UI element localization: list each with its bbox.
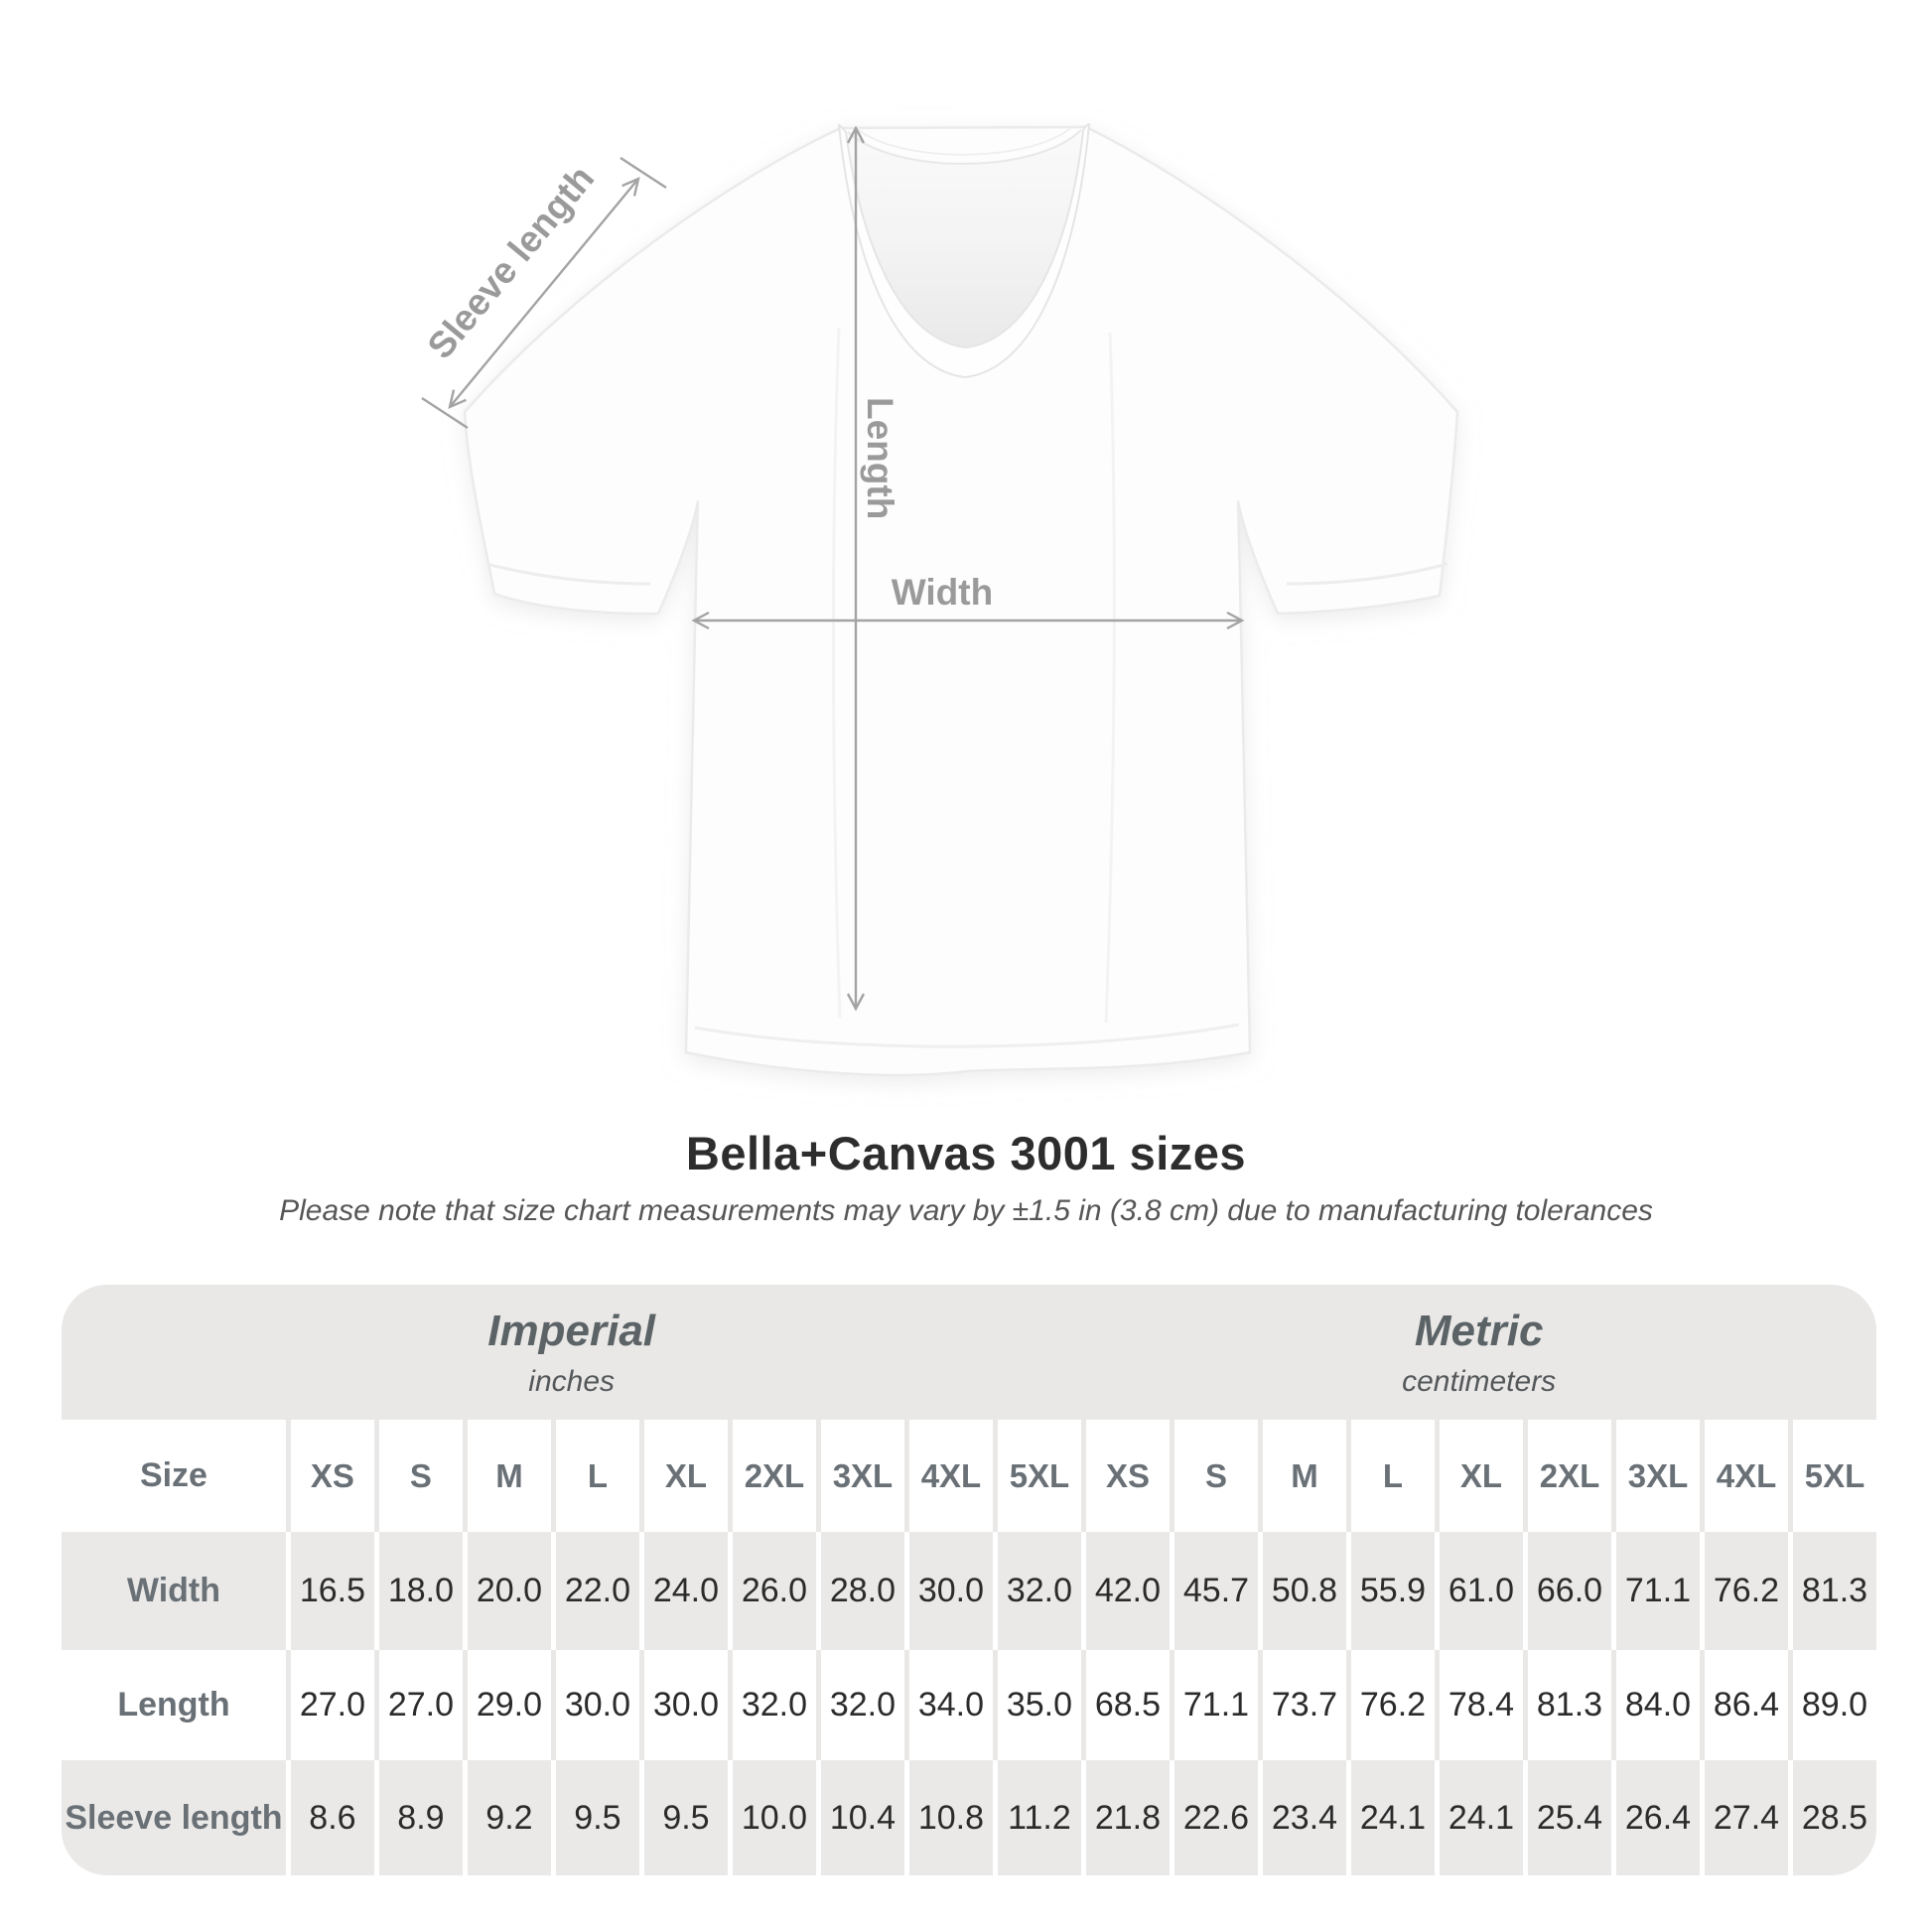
size-header-cell: L — [551, 1420, 639, 1532]
size-header-cell: 4XL — [1700, 1420, 1788, 1532]
size-header-cell: XL — [639, 1420, 728, 1532]
metric-group-header — [1081, 1285, 1876, 1420]
value-cell: 27.0 — [286, 1650, 374, 1760]
value-cell: 8.6 — [286, 1760, 374, 1875]
imperial-group-name: Imperial — [487, 1306, 656, 1355]
table-row-width — [62, 1532, 1876, 1650]
value-cell: 84.0 — [1611, 1650, 1700, 1760]
value-cell: 29.0 — [463, 1650, 551, 1760]
value-cell: 89.0 — [1788, 1650, 1876, 1760]
imperial-group-unit: inches — [528, 1364, 616, 1398]
value-cell: 11.2 — [993, 1760, 1081, 1875]
width-label: Width — [891, 572, 994, 613]
value-cell: 21.8 — [1081, 1760, 1170, 1875]
size-header-cell: 4XL — [904, 1420, 993, 1532]
size-header-cell: XS — [286, 1420, 374, 1532]
value-cell: 20.0 — [463, 1532, 551, 1650]
value-cell: 55.9 — [1346, 1532, 1435, 1650]
value-cell: 10.0 — [728, 1760, 816, 1875]
size-header-cell: M — [463, 1420, 551, 1532]
size-column-header: Size — [139, 1456, 207, 1494]
value-cell: 10.4 — [816, 1760, 904, 1875]
size-table — [62, 1285, 1876, 1875]
table-row-sleeve-length — [62, 1760, 1876, 1875]
value-cell: 23.4 — [1258, 1760, 1346, 1875]
value-cell: 30.0 — [639, 1650, 728, 1760]
length-label: Length — [860, 397, 900, 520]
value-cell: 28.5 — [1788, 1760, 1876, 1875]
value-cell: 71.1 — [1170, 1650, 1258, 1760]
value-cell: 30.0 — [904, 1532, 993, 1650]
value-cell: 32.0 — [728, 1650, 816, 1760]
value-cell: 61.0 — [1435, 1532, 1523, 1650]
size-header-cell: M — [1258, 1420, 1346, 1532]
value-cell: 16.5 — [286, 1532, 374, 1650]
size-header-cell: 5XL — [993, 1420, 1081, 1532]
value-cell: 24.0 — [639, 1532, 728, 1650]
size-header-cell: XS — [1081, 1420, 1170, 1532]
value-cell: 27.0 — [374, 1650, 463, 1760]
value-cell: 34.0 — [904, 1650, 993, 1760]
value-cell: 81.3 — [1523, 1650, 1611, 1760]
row-label: Width — [126, 1572, 221, 1609]
table-row-length — [62, 1650, 1876, 1760]
size-header-cell: 2XL — [728, 1420, 816, 1532]
value-cell: 25.4 — [1523, 1760, 1611, 1875]
value-cell: 26.4 — [1611, 1760, 1700, 1875]
value-cell: 86.4 — [1700, 1650, 1788, 1760]
value-cell: 22.6 — [1170, 1760, 1258, 1875]
size-header-cell: L — [1346, 1420, 1435, 1532]
size-header-cell: XL — [1435, 1420, 1523, 1532]
value-cell: 68.5 — [1081, 1650, 1170, 1760]
size-header-cell: 5XL — [1788, 1420, 1876, 1532]
value-cell: 42.0 — [1081, 1532, 1170, 1650]
value-cell: 66.0 — [1523, 1532, 1611, 1650]
value-cell: 28.0 — [816, 1532, 904, 1650]
size-header-cell: 2XL — [1523, 1420, 1611, 1532]
value-cell: 81.3 — [1788, 1532, 1876, 1650]
value-cell: 18.0 — [374, 1532, 463, 1650]
imperial-group-header — [62, 1285, 1081, 1420]
size-header-cell: 3XL — [1611, 1420, 1700, 1532]
row-label: Sleeve length — [65, 1798, 283, 1837]
value-cell: 30.0 — [551, 1650, 639, 1760]
value-cell: 22.0 — [551, 1532, 639, 1650]
chart-title: Bella+Canvas 3001 sizes — [685, 1127, 1247, 1179]
value-cell: 78.4 — [1435, 1650, 1523, 1760]
row-label: Length — [117, 1686, 230, 1724]
value-cell: 32.0 — [993, 1532, 1081, 1650]
value-cell: 9.5 — [551, 1760, 639, 1875]
size-header-cell: S — [1170, 1420, 1258, 1532]
size-header-cell: S — [374, 1420, 463, 1532]
size-header-cell: 3XL — [816, 1420, 904, 1532]
value-cell: 24.1 — [1435, 1760, 1523, 1875]
metric-group-name: Metric — [1414, 1306, 1544, 1355]
value-cell: 9.2 — [463, 1760, 551, 1875]
chart-subtitle: Please note that size chart measurements may vary by ±1.5 in (3.8 cm) due to manufacturing tolerances — [279, 1194, 1653, 1227]
value-cell: 76.2 — [1700, 1532, 1788, 1650]
value-cell: 9.5 — [639, 1760, 728, 1875]
value-cell: 10.8 — [904, 1760, 993, 1875]
sleeve-length-label: Sleeve length — [419, 158, 603, 366]
value-cell: 76.2 — [1346, 1650, 1435, 1760]
size-header-row — [62, 1420, 1876, 1532]
value-cell: 24.1 — [1346, 1760, 1435, 1875]
value-cell: 50.8 — [1258, 1532, 1346, 1650]
value-cell: 71.1 — [1611, 1532, 1700, 1650]
value-cell: 8.9 — [374, 1760, 463, 1875]
value-cell: 73.7 — [1258, 1650, 1346, 1760]
value-cell: 32.0 — [816, 1650, 904, 1760]
value-cell: 45.7 — [1170, 1532, 1258, 1650]
metric-group-unit: centimeters — [1402, 1364, 1557, 1398]
value-cell: 26.0 — [728, 1532, 816, 1650]
value-cell: 27.4 — [1700, 1760, 1788, 1875]
value-cell: 35.0 — [993, 1650, 1081, 1760]
unit-group-band — [62, 1285, 1876, 1420]
